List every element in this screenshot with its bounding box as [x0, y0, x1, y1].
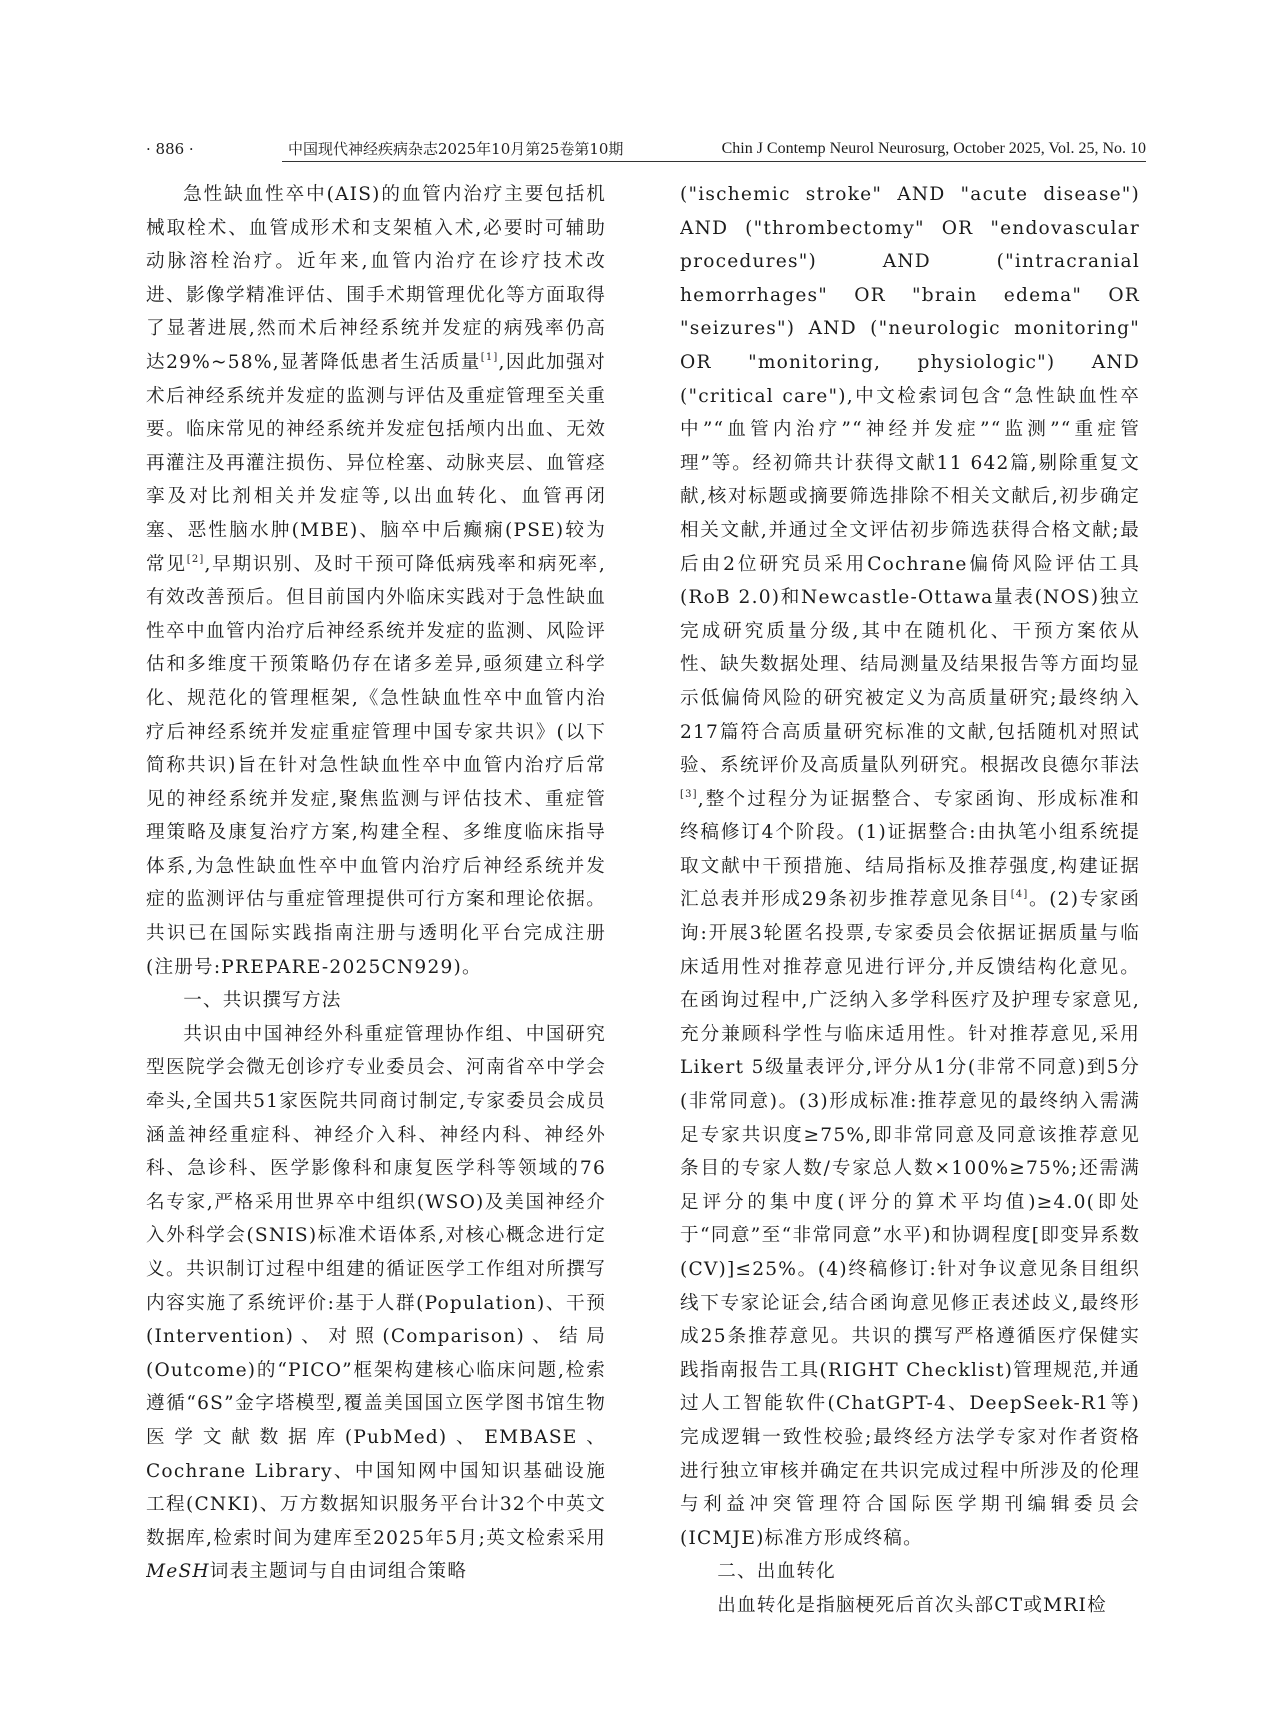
- paragraph-hemorrhagic-transformation: 出血转化是指脑梗死后首次头部CT或MRI检: [717, 1594, 1107, 1616]
- right-column: [680, 178, 1140, 1618]
- text-run: ,早期识别、及时干预可降低病残率和病死率,有效改善预后。但目前国内外临床实践对于急性缺血性卒中血管内治疗后神经系统并发症的监测、风险评估和多维度干预策略仍存在诸多差异,亟须建立科学化、规范化的管理框架,《急性缺血性卒中血管内治疗后神经系统并发症重症管理中国专家共识》(以下简称共识)旨在针对急性缺血性卒中血管内治疗后常见的神经系统并发症,聚焦监测与评估技术、重症管理策略及康复治疗方案,构建全程、多维度临床指导体系,为急性缺血性卒中血管内治疗后神经系统并发症的监测评估与重症管理提供可行方案和理论依据。共识已在国际实践指南注册与透明化平台完成注册(注册号:PREPARE-2025CN929)。: [146, 553, 606, 978]
- text-run: 急性缺血性卒中(AIS)的血管内治疗主要包括机械取栓术、血管成形术和支架植入术,必要时可辅助动脉溶栓治疗。近年来,血管内治疗在诊疗技术改进、影像学精准评估、围手术期管理优化等方面取得了显著进展,然而术后神经系统并发症的病残率仍高达29%~58%,显著降低患者生活质量: [146, 184, 606, 373]
- text-run: ("ischemic stroke" AND "acute disease") AND ("thrombectomy" OR "endovascular procedures") AND ("intracranial hemorrhages" OR "brain edema" OR "seizures") AND ("neurologic monitoring" OR "monitoring, physiologic") AND ("critical care"),中文检索词包含“急性缺血性卒中”“血管内治疗”“神经并发症”“监测”“重症管理”等。经初筛共计获得文献11 642篇,剔除重复文献,核对标题或摘要筛选排除不相关文献后,初步确定相关文献,并通过全文评估初步筛选获得合格文献;最后由2位研究员采用Cochrane偏倚风险评估工具(RoB 2.0)和Newcastle-Ottawa量表(NOS)独立完成研究质量分级,其中在随机化、干预方案依从性、缺失数据处理、结局测量及结果报告等方面均显示低偏倚风险的研究被定义为高质量研究;最终纳入217篇符合高质量研究标准的文献,包括随机对照试验、系统评价及高质量队列研究。根据改良德尔菲法: [680, 184, 1140, 777]
- text-run: ,整个过程分为证据整合、专家函询、形成标准和终稿修订4个阶段。(1)证据整合:由执笔小组系统提取文献中干预措施、结局指标及推荐强度,构建证据汇总表并形成29条初步推荐意见条目: [680, 788, 1140, 911]
- left-column: [146, 178, 606, 1618]
- italic-term: MeSH: [146, 1561, 210, 1583]
- journal-title-en: Chin J Contemp Neurol Neurosurg, October 2025, Vol. 25, No. 10: [721, 140, 1146, 157]
- section-heading-methods: 一、共识撰写方法: [183, 990, 342, 1012]
- header-rule: [282, 161, 1146, 162]
- citation-ref: [2]: [186, 553, 205, 565]
- page-number: · 886 ·: [146, 140, 194, 158]
- citation-ref: [1]: [480, 351, 499, 363]
- text-run: 。(2)专家函询:开展3轮匿名投票,专家委员会依据证据质量与临床适用性对推荐意见进行评分,并反馈结构化意见。在函询过程中,广泛纳入多学科医疗及护理专家意见,充分兼顾科学性与临床适用性。针对推荐意见,采用Likert 5级量表评分,评分从1分(非常不同意)到5分(非常同意)。(3)形成标准:推荐意见的最终纳入需满足专家共识度≥75%,即非常同意及同意该推荐意见条目的专家人数/专家总人数×100%≥75%;还需满足评分的集中度(评分的算术平均值)≥4.0(即处于“同意”至“非常同意”水平)和协调程度[即变异系数(CV)]≤25%。(4)终稿修订:针对争议意见条目组织线下专家论证会,结合函询意见修正表述歧义,最终形成25条推荐意见。共识的撰写严格遵循医疗保健实践指南报告工具(RIGHT Checklist)管理规范,并通过人工智能软件(ChatGPT-4、DeepSeek-R1等)完成逻辑一致性校验;最终经方法学专家对作者资格进行独立审核并确定在共识完成过程中所涉及的伦理与利益冲突管理符合国际医学期刊编辑委员会(ICMJE)标准方形成终稿。: [680, 889, 1140, 1549]
- citation-ref: [3]: [680, 788, 698, 800]
- journal-title-cn: 中国现代神经疾病杂志2025年10月第25卷第10期: [288, 140, 624, 158]
- section-heading-hemorrhagic-transformation: 二、出血转化: [717, 1561, 836, 1583]
- text-run: ,因此加强对术后神经系统并发症的监测与评估及重症管理至关重要。临床常见的神经系统并发症包括颅内出血、无效再灌注及再灌注损伤、异位栓塞、动脉夹层、血管痉挛及对比剂相关并发症等,以出血转化、血管再闭塞、恶性脑水肿(MBE)、脑卒中后癫痫(PSE)较为常见: [146, 351, 606, 575]
- paragraph-methods: [146, 1018, 606, 1589]
- text-run: 共识由中国神经外科重症管理协作组、中国研究型医院学会微无创诊疗专业委员会、河南省卒中学会牵头,全国共51家医院共同商讨制定,专家委员会成员涵盖神经重症科、神经介入科、神经内科、神经外科、急诊科、医学影像科和康复医学科等领域的76名专家,严格采用世界卒中组织(WSO)及美国神经介入外科学会(SNIS)标准术语体系,对核心概念进行定义。共识制订过程中组建的循证医学工作组对所撰写内容实施了系统评价:基于人群(Population)、干预(Intervention)、对照(Comparison)、结局(Outcome)的“PICO”框架构建核心临床问题,检索遵循“6S”金字塔模型,覆盖美国国立医学图书馆生物医学文献数据库(PubMed)、EMBASE、Cochrane Library、中国知网中国知识基础设施工程(CNKI)、万方数据知识服务平台计32个中英文数据库,检索时间为建库至2025年5月;英文检索采用: [146, 1023, 606, 1549]
- text-run: 词表主题词与自由词组合策略: [209, 1561, 468, 1583]
- paragraph-intro: [146, 178, 606, 984]
- citation-ref: [4]: [1010, 889, 1029, 901]
- running-header: [146, 136, 1146, 162]
- paragraph-methods-continued: [680, 178, 1140, 1555]
